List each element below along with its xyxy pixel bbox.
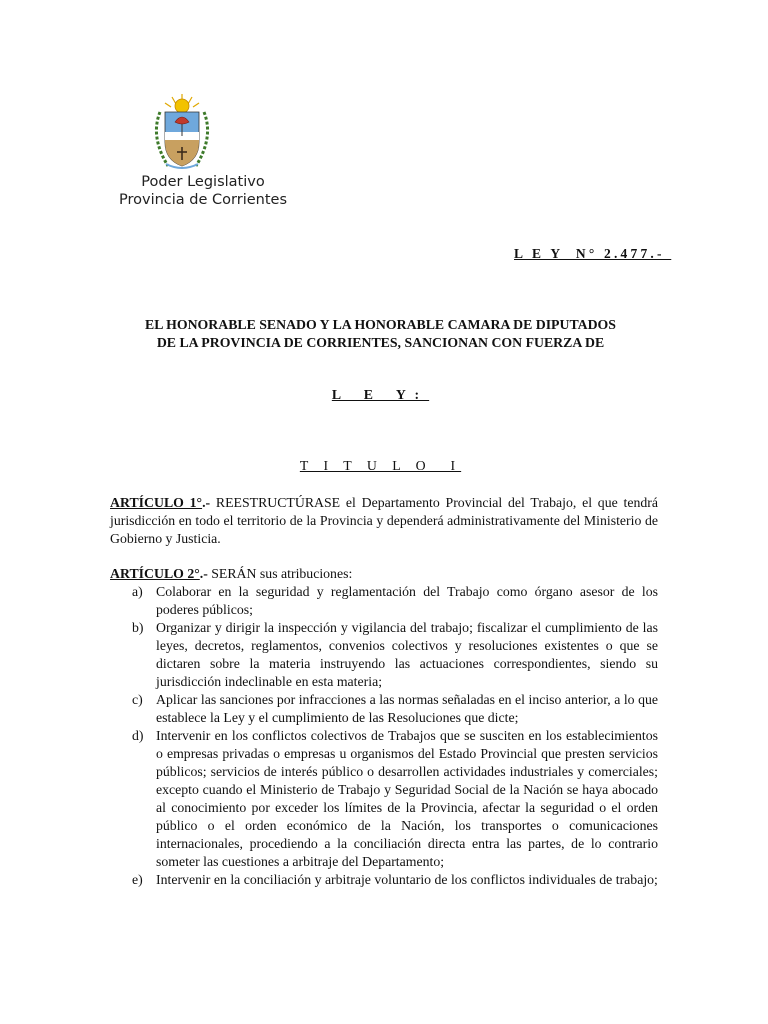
enacting-line-2: DE LA PROVINCIA DE CORRIENTES, SANCIONAN CON FUERZA DE: [156, 335, 605, 350]
list-item-text: Aplicar las sanciones por infracciones a las normas señaladas en el inciso anterior, a lo que establece la Ley y el cumplimiento de las Resoluciones que dicte;: [156, 692, 658, 725]
list-item: [110, 871, 658, 889]
article-2-label: ARTÍCULO 2°: [110, 566, 200, 581]
article-2: [110, 565, 658, 889]
list-item-marker: e): [132, 872, 143, 887]
list-item: [110, 619, 658, 691]
title-heading: T I T U L O I: [299, 458, 462, 473]
coat-of-arms-icon: [148, 92, 216, 174]
list-item: [110, 691, 658, 727]
list-item-text: Intervenir en la conciliación y arbitraje voluntario de los conflictos individuales de trabajo;: [156, 872, 658, 887]
article-1-label-tail: .-: [202, 495, 211, 510]
list-item-text: Organizar y dirigir la inspección y vigilancia del trabajo; fiscalizar el cumplimiento de las leyes, decretos, reglamentos, convenios colectivos y resoluciones existentes o que se dictaren sobre la materia instruyendo las actuaciones correspondientes, siendo su jurisdicción indeclinable en esta materia;: [156, 620, 658, 689]
article-2-intro-line: [110, 565, 658, 583]
enacting-clause: [110, 316, 651, 352]
issuer-header: [108, 173, 298, 209]
issuer-line-2: Provincia de Corrientes: [119, 192, 287, 208]
list-item: [110, 583, 658, 619]
list-item-marker: a): [132, 584, 143, 599]
article-1-text: REESTRUCTÚRASE el Departamento Provincial del Trabajo, el que tendrá jurisdicción en todo el territorio de la Provincia y dependerá administrativamente del Ministerio de Gobierno y Justicia.: [110, 495, 658, 546]
list-item-marker: d): [132, 728, 144, 743]
list-item-marker: b): [132, 620, 144, 635]
list-item-text: Intervenir en los conflictos colectivos de Trabajos que se susciten en los establecimientos o empresas privadas o empresas u organismos del Estado Provincial que presten servicios públicos; servicios de interés público o desarrollen actividades industriales y comerciales; excepto cuando el Ministerio de Trabajo y Seguridad Social de la Nación se haya abocado al conocimiento por exceder los límites de la Provincia, afectar la seguridad o el orden público o el orden económico de la Nación, los transportes o comunicaciones internacionales, procediendo a la conciliación directa entra las partes, de lo contrario someter las cuestiones a arbitraje del Departamento;: [156, 728, 658, 869]
list-item-text: Colaborar en la seguridad y reglamentación del Trabajo como órgano asesor de los poderes públicos;: [156, 584, 658, 617]
article-2-label-tail: .-: [199, 566, 208, 581]
article-1-label: ARTÍCULO 1°: [110, 495, 203, 510]
list-item: [110, 727, 658, 871]
issuer-line-1: Poder Legislativo: [141, 174, 265, 190]
article-1: [110, 494, 658, 548]
list-item-marker: c): [132, 692, 143, 707]
law-number: L E Y N° 2.477.-: [514, 246, 672, 261]
article-2-intro: SERÁN sus atribuciones:: [207, 566, 353, 581]
attributions-list: [110, 583, 658, 889]
ley-heading: L E Y:: [331, 387, 430, 402]
enacting-line-1: EL HONORABLE SENADO Y LA HONORABLE CAMARA DE DIPUTADOS: [145, 317, 616, 332]
